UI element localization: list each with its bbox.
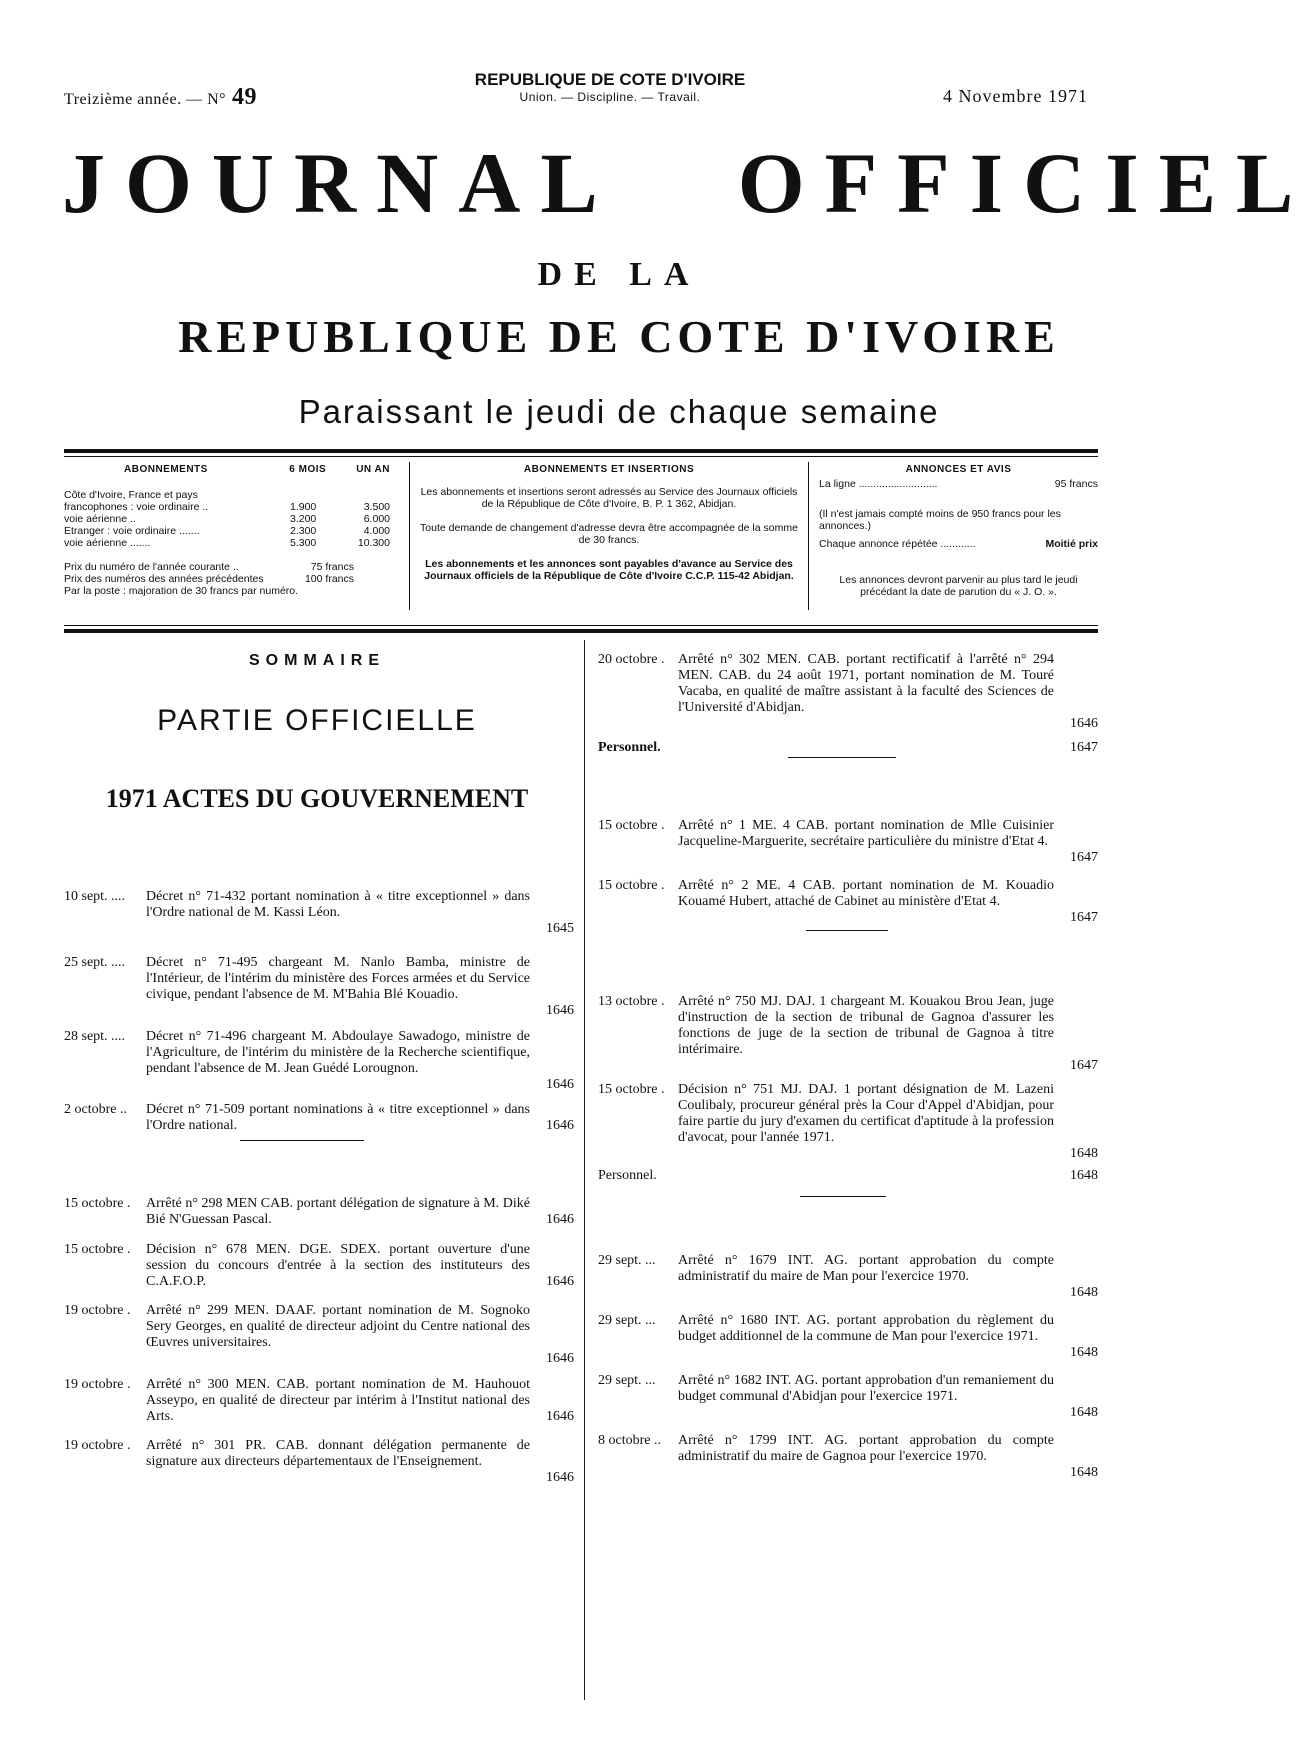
rate-six-month: 3.200 (290, 513, 317, 525)
entry-page: 1648 (1070, 1465, 1098, 1480)
entry-text: Arrêté n° 299 MEN. DAAF. portant nomination de M. Sognoko Sery Georges, en qualité de directeur adjoint du Centre national des Œuvres universitaires. (146, 1303, 530, 1350)
payment-note: Les abonnements et les annonces sont payables d'avance au Service des Journaux officiels de la République de Côte d'Ivoire C.C.P. 115-42 Abidjan. (424, 558, 794, 582)
entry-page: 1648 (1070, 1146, 1098, 1161)
header-rule-thick (64, 449, 1098, 453)
entry-text: Décret n° 71-509 portant nominations à « titre exceptionnel » dans l'Ordre national. (146, 1102, 530, 1133)
personnel-label: Personnel. (598, 740, 661, 755)
rate-six-month: 1.900 (290, 501, 317, 513)
price-label: Prix des numéros des années précédentes (64, 573, 264, 585)
box-rule-thick (64, 629, 1098, 633)
issue-date: 4 Novembre 1971 (943, 86, 1088, 106)
section-separator (240, 1140, 364, 1141)
rate-one-year: 4.000 (363, 525, 390, 537)
summary-entry (64, 1438, 574, 1486)
official-part-title: PARTIE OFFICIELLE (157, 704, 477, 737)
issue-number: 49 (232, 84, 258, 110)
price-label: Prix du numéro de l'année courante .. (64, 561, 239, 573)
entry-text: Arrêté n° 301 PR. CAB. donnant délégation permanente de signature aux directeurs départementaux de l'Enseignement. (146, 1438, 530, 1469)
entry-page: 1646 (546, 1470, 574, 1485)
summary-entry (598, 652, 1098, 732)
entry-page: 1647 (1070, 910, 1098, 925)
entry-date: 29 sept. ... (598, 1253, 656, 1268)
summary-entry (64, 1242, 574, 1290)
summary-entry (64, 1029, 574, 1093)
rate-one-year: 3.500 (363, 501, 390, 513)
issue-prices (64, 561, 394, 597)
entry-text: Arrêté n° 1 ME. 4 CAB. portant nomination de Mlle Cuisinier Jacqueline-Marguerite, secrétaire particulière du ministre d'Etat 4. (678, 818, 1054, 849)
personnel-page: 1648 (1070, 1168, 1098, 1183)
entry-date: 15 octobre . (64, 1242, 131, 1257)
section-separator (800, 1196, 886, 1197)
summary-entry (598, 1433, 1098, 1481)
personnel-label: Personnel. (598, 1168, 657, 1183)
header-rule-thin (64, 456, 1098, 457)
insertions-column (409, 462, 809, 610)
sommaire-title: SOMMAIRE (249, 652, 385, 669)
price-value: 100 francs (304, 573, 354, 585)
summary-entry (598, 1082, 1098, 1162)
rate-values (290, 525, 390, 537)
subscriptions-title: ABONNEMENTS (124, 464, 208, 475)
rate-row (64, 489, 394, 501)
entry-page: 1645 (546, 921, 574, 936)
entry-page: 1647 (1070, 850, 1098, 865)
column-divider (584, 640, 585, 1700)
rate-label: Etranger : voie ordinaire ....... (64, 525, 200, 537)
republic-header (440, 70, 780, 104)
insertions-address: Les abonnements et insertions seront adressés au Service des Journaux officiels de la République de Côte d'Ivoire, B. P. 1 362, Abidjan. (420, 486, 798, 510)
price-label: Par la poste : majoration de 30 francs par numéro. (64, 585, 299, 597)
box-rule-thin (64, 625, 1098, 626)
masthead-word-officiel: OFFICIEL (737, 135, 1313, 231)
summary-entry (598, 1373, 1098, 1421)
rate-row (64, 537, 394, 549)
entry-text: Arrêté n° 2 ME. 4 CAB. portant nomination de M. Kouadio Kouamé Hubert, attaché de Cabinet au ministère d'Etat 4. (678, 878, 1054, 909)
entry-date: 15 octobre . (64, 1196, 131, 1211)
entry-text: Arrêté n° 1682 INT. AG. portant approbation d'un remaniement du budget communal d'Abidjan pour l'exercice 1971. (678, 1373, 1054, 1404)
rate-values (290, 489, 390, 501)
government-acts-title: 1971 ACTES DU GOUVERNEMENT (105, 784, 529, 813)
deadline-note: Les annonces devront parvenir au plus tard le jeudi précédant la date de parution du « J. O. ». (839, 574, 1078, 598)
entry-page: 1646 (546, 1409, 574, 1424)
entry-page: 1646 (546, 1118, 574, 1133)
entry-text: Arrêté n° 1680 INT. AG. portant approbation du règlement du budget additionnel de la commune de Man pour l'exercice 1971. (678, 1313, 1054, 1344)
republic-name: REPUBLIQUE DE COTE D'IVOIRE (474, 70, 746, 89)
line-price-value: 95 francs (1054, 478, 1098, 490)
summary-entry (598, 1253, 1098, 1301)
one-year-header: UN AN (356, 464, 390, 475)
address-change-note: Toute demande de changement d'adresse devra être accompagnée de la somme de 30 francs. (420, 522, 798, 546)
summary-entry (598, 818, 1098, 866)
entry-page: 1646 (546, 1077, 574, 1092)
rate-one-year: 6.000 (363, 513, 390, 525)
issue-info (64, 84, 257, 111)
entry-text: Arrêté n° 1679 INT. AG. portant approbation du compte administratif du maire de Man pour l'exercice 1970. (678, 1253, 1054, 1284)
summary-entry (64, 1196, 574, 1228)
entry-page: 1646 (546, 1212, 574, 1227)
summary-entry (64, 889, 574, 937)
summary-entry (64, 1303, 574, 1367)
rate-label: voie aérienne .. (64, 513, 136, 525)
announcements-column (819, 462, 1098, 622)
summary-entry (598, 1313, 1098, 1361)
announcements-title: ANNONCES ET AVIS (905, 464, 1012, 475)
entry-date: 2 octobre .. (64, 1102, 127, 1117)
entry-page: 1647 (1070, 1058, 1098, 1073)
entry-page: 1648 (1070, 1285, 1098, 1300)
entry-date: 29 sept. ... (598, 1373, 656, 1388)
rate-values (290, 537, 390, 549)
price-row (64, 585, 394, 597)
entry-date: 15 octobre . (598, 878, 665, 893)
summary-entry (64, 1102, 574, 1134)
entry-text: Arrêté n° 302 MEN. CAB. portant rectificatif à l'arrêté n° 294 MEN. CAB. du 24 août 1971, portant nomination de M. Touré Vacaba, en qualité de maître assistant à la faculté des Sciences de l'Université d'Abidjan. (678, 652, 1054, 715)
entry-text: Décret n° 71-432 portant nomination à « titre exceptionnel » dans l'Ordre national de M. Kassi Léon. (146, 889, 530, 920)
masthead-de-la: DE LA (537, 256, 701, 293)
rate-six-month: 5.300 (290, 537, 317, 549)
entry-date: 13 octobre . (598, 994, 665, 1009)
repeat-price-label: Chaque annonce répétée ............ (819, 538, 976, 550)
entry-page: 1646 (546, 1003, 574, 1018)
section-separator (806, 930, 888, 931)
entry-page: 1648 (1070, 1405, 1098, 1420)
entry-date: 20 octobre . (598, 652, 665, 667)
summary-entry (64, 955, 574, 1019)
entry-date: 15 octobre . (598, 1082, 665, 1097)
entry-date: 28 sept. .... (64, 1029, 126, 1044)
entry-page: 1646 (546, 1274, 574, 1289)
entry-page: 1646 (1070, 716, 1098, 731)
subscription-rates (64, 489, 394, 549)
entry-page: 1646 (546, 1351, 574, 1366)
entry-text: Arrêté n° 1799 INT. AG. portant approbation du compte administratif du maire de Gagnoa pour l'exercice 1970. (678, 1433, 1054, 1464)
entry-date: 15 octobre . (598, 818, 665, 833)
rate-one-year: 10.300 (357, 537, 390, 549)
issue-label: Treizième année. — N° (64, 91, 227, 108)
line-price-label: La ligne ........................... (819, 478, 938, 490)
rate-label: Côte d'Ivoire, France et pays (64, 489, 198, 501)
subscription-box (64, 462, 1098, 622)
entry-date: 19 octobre . (64, 1377, 131, 1392)
six-month-header: 6 MOIS (289, 464, 327, 475)
masthead-title (62, 135, 1313, 231)
price-row (64, 573, 394, 585)
personnel-entry (598, 1168, 1098, 1184)
summary-entry (64, 1377, 574, 1425)
entry-text: Décret n° 71-495 chargeant M. Nanlo Bamba, ministre de l'Intérieur, de l'intérim du ministère des Forces armées et du Service civique, pendant l'absence de M. M'Bahia Blé Kouadio. (146, 955, 530, 1002)
price-value: 75 francs (310, 561, 354, 573)
price-row (64, 561, 394, 573)
insertions-title: ABONNEMENTS ET INSERTIONS (523, 464, 695, 475)
rate-label: voie aérienne ....... (64, 537, 151, 549)
entry-text: Décision n° 751 MJ. DAJ. 1 portant désignation de M. Lazeni Coulibaly, procureur général près la Cour d'Appel d'Abidjan, pour faire partie du jury d'examen du certificat d'aptitude à la profession d'avocat, pour l'année 1971. (678, 1082, 1054, 1145)
entry-date: 19 octobre . (64, 1303, 131, 1318)
subscriptions-column (64, 462, 394, 622)
masthead-word-journal: JOURNAL (62, 135, 618, 231)
entry-text: Arrêté n° 300 MEN. CAB. portant nomination de M. Hauhouot Asseypo, en qualité de directeur par intérim à l'Institut national des Arts. (146, 1377, 530, 1424)
entry-page: 1648 (1070, 1345, 1098, 1360)
rate-six-month (290, 489, 326, 501)
entry-text: Décision n° 678 MEN. DGE. SDEX. portant ouverture d'une session du concours d'entrée à la section des instituteurs des C.A.F.O.P. (146, 1242, 530, 1289)
repeat-price-value: Moitié prix (1045, 538, 1098, 550)
rate-six-month: 2.300 (290, 525, 317, 537)
publication-frequency: Paraissant le jeudi de chaque semaine (298, 393, 940, 430)
rate-values (290, 513, 390, 525)
summary-entry (598, 878, 1098, 926)
personnel-page: 1647 (1070, 740, 1098, 755)
section-separator (788, 757, 896, 758)
summary-entry (598, 994, 1098, 1074)
rate-row (64, 513, 394, 525)
entry-text: Arrêté n° 298 MEN CAB. portant délégation de signature à M. Diké Bié N'Guessan Pascal. (146, 1196, 530, 1227)
rate-row (64, 501, 394, 513)
masthead-republic: REPUBLIQUE DE COTE D'IVOIRE (178, 311, 1060, 362)
entry-date: 10 sept. .... (64, 889, 126, 904)
rate-label: francophones : voie ordinaire .. (64, 501, 209, 513)
personnel-entry (598, 740, 1098, 756)
entry-text: Décret n° 71-496 chargeant M. Abdoulaye Sawadogo, ministre de l'Agriculture, de l'intérim du ministère de la Recherche scientifique, pendant l'absence de M. Jean Guédé Lorougnon. (146, 1029, 530, 1076)
entry-text: Arrêté n° 750 MJ. DAJ. 1 chargeant M. Kouakou Brou Jean, juge d'instruction de la section de tribunal de Gagnoa d'assurer les fonctions de juge de la section de tribunal de Gagnoa à titre intérimaire. (678, 994, 1054, 1057)
republic-motto: Union. — Discipline. — Travail. (519, 90, 701, 104)
rate-one-year (354, 489, 390, 501)
entry-date: 8 octobre .. (598, 1433, 661, 1448)
minimum-charge-note: (Il n'est jamais compté moins de 950 francs pour les annonces.) (819, 508, 1061, 532)
rate-values (290, 501, 390, 513)
entry-date: 25 sept. .... (64, 955, 126, 970)
entry-date: 19 octobre . (64, 1438, 131, 1453)
rate-row (64, 525, 394, 537)
entry-date: 29 sept. ... (598, 1313, 656, 1328)
